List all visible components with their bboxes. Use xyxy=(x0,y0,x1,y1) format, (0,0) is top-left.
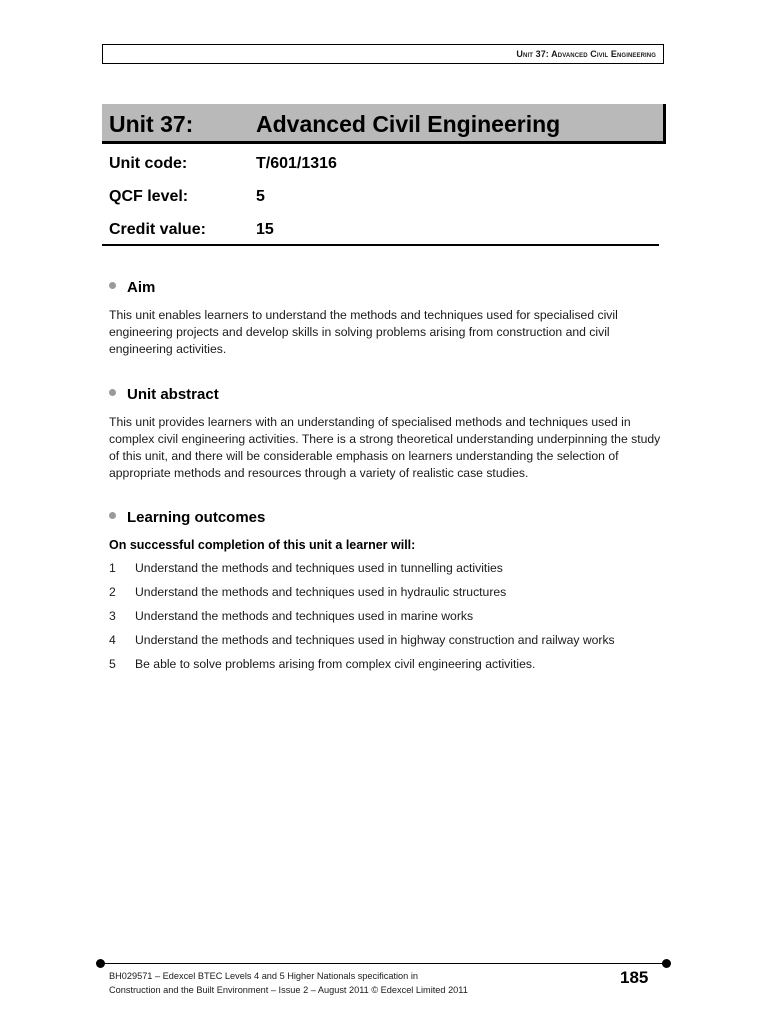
aim-heading xyxy=(109,279,155,296)
unit-code-label: Unit code: xyxy=(109,155,188,172)
outcomes-heading xyxy=(109,509,265,526)
outcome-number: 5 xyxy=(109,657,116,671)
outcomes-lead: On successful completion of this unit a learner will: xyxy=(109,538,416,552)
outcome-number: 4 xyxy=(109,633,116,647)
aim-heading-text: Aim xyxy=(127,279,156,296)
outcome-text: Understand the methods and techniques used in marine works xyxy=(135,609,474,623)
outcome-text: Understand the methods and techniques used in highway construction and railway works xyxy=(135,633,615,647)
page-number: 185 xyxy=(620,968,649,987)
credit-value-value: 15 xyxy=(256,221,274,238)
footer-dot-left xyxy=(96,959,105,968)
abstract-heading xyxy=(109,386,219,403)
footer-line-1: BH029571 – Edexcel BTEC Levels 4 and 5 Higher Nationals specification in xyxy=(109,971,418,981)
footer-dot-right xyxy=(662,959,671,968)
bullet-icon xyxy=(109,389,116,396)
unit-title-bar xyxy=(102,104,666,144)
outcome-number: 3 xyxy=(109,609,116,623)
bullet-icon xyxy=(109,282,116,289)
abstract-text: This unit provides learners with an understanding of specialised methods and techniques used in complex civil engineering activities. There is a strong theoretical understanding underpinning the study of this unit, and there will be considerable emphasis on learners understanding the selection of appropriate methods and resources through a variety of realistic case studies. xyxy=(109,415,661,480)
footer-line-2: Construction and the Built Environment – Issue 2 – August 2011 © Edexcel Limited 2011 xyxy=(109,985,468,995)
credit-value-label: Credit value: xyxy=(109,221,206,238)
footer-citation xyxy=(109,969,468,997)
outcome-number: 2 xyxy=(109,585,116,599)
running-header: Unit 37: Advanced Civil Engineering xyxy=(102,44,664,64)
qcf-level-label: QCF level: xyxy=(109,188,189,205)
outcome-text: Be able to solve problems arising from complex civil engineering activities. xyxy=(135,657,536,671)
outcomes-heading-text: Learning outcomes xyxy=(127,509,266,526)
title-divider xyxy=(102,244,659,246)
unit-code-value: T/601/1316 xyxy=(256,155,337,172)
outcome-text: Understand the methods and techniques used in hydraulic structures xyxy=(135,585,507,599)
outcome-text: Understand the methods and techniques used in tunnelling activities xyxy=(135,561,503,575)
footer-divider xyxy=(100,963,667,964)
unit-name: Advanced Civil Engineering xyxy=(256,111,561,137)
aim-text: This unit enables learners to understand the methods and techniques used for specialised civil engineering projects and develop skills in solving problems arising from construction and civil engineering activities. xyxy=(109,308,618,356)
outcome-number: 1 xyxy=(109,561,116,575)
bullet-icon xyxy=(109,512,116,519)
abstract-heading-text: Unit abstract xyxy=(127,386,219,403)
qcf-level-value: 5 xyxy=(256,188,265,205)
unit-number: Unit 37: xyxy=(109,111,194,137)
